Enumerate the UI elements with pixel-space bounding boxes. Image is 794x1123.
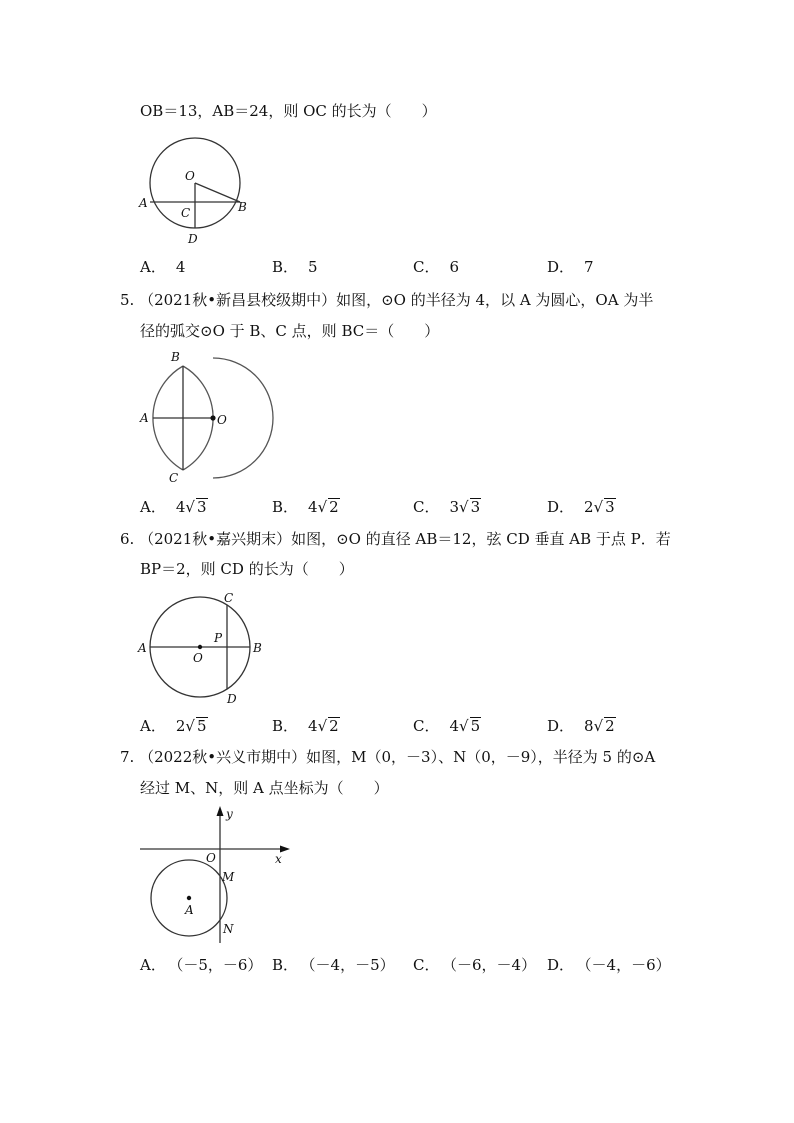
q5-label-o: O <box>217 413 227 427</box>
q7-y-arrow <box>217 806 224 816</box>
q7-label-n: N <box>223 922 234 936</box>
q5-option-c[interactable]: C． 3√ 3 <box>413 498 481 516</box>
q6-label-o: O <box>193 651 203 665</box>
q7-number: 7. <box>120 748 135 766</box>
q6-option-c[interactable]: C． 4√ 5 <box>413 717 481 735</box>
q6-label-b: B <box>253 641 262 655</box>
q5-option-d[interactable]: D． 2√ 3 <box>547 498 615 516</box>
q6-options <box>140 716 700 736</box>
q7-figure <box>130 803 300 948</box>
q6-option-b[interactable]: B． 4√ 2 <box>272 717 339 735</box>
q6-option-d[interactable]: D． 8√ 2 <box>547 717 615 735</box>
q4-segment-ob <box>195 183 240 202</box>
q5-center-dot <box>210 415 215 420</box>
q4-option-b[interactable]: B． 5 <box>272 258 318 276</box>
q6-label-a: A <box>138 641 147 655</box>
q6-label-c: C <box>224 591 234 605</box>
q7-stem-line1: 7. （2022秋•兴义市期中）如图，M（0，－3）、N（0，－9），半径为 5 的⊙A <box>120 748 656 766</box>
q4-option-c[interactable]: C． 6 <box>413 258 460 276</box>
q5-label-b: B <box>171 350 180 364</box>
q4-label-o: O <box>185 169 195 183</box>
q4-label-a: A <box>139 196 148 210</box>
q7-option-d[interactable]: D． （－4，－6） <box>547 956 671 974</box>
q6-option-a[interactable]: A． 2√ 5 <box>140 717 207 735</box>
q7-options <box>140 955 700 975</box>
q5-number: 5. <box>120 291 135 309</box>
q5-option-a[interactable]: A． 4√ 3 <box>140 498 207 516</box>
q5-stem-line1: 5. （2021秋•新昌县校级期中）如图，⊙O 的半径为 4，以 A 为圆心，OA 为半 <box>120 291 654 309</box>
q6-number: 6. <box>120 530 135 548</box>
q6-stem-line2: BP＝2，则 CD 的长为（ ） <box>140 560 354 578</box>
q6-stem-line1: 6. （2021秋•嘉兴期末）如图，⊙O 的直径 AB＝12，弦 CD 垂直 AB 于点 P．若 <box>120 530 671 548</box>
q5-label-a: A <box>140 411 149 425</box>
q7-label-o: O <box>206 851 216 865</box>
q4-stem-line2: OB＝13，AB＝24，则 OC 的长为（ ） <box>140 102 437 120</box>
q5-option-b[interactable]: B． 4√ 2 <box>272 498 339 516</box>
q4-label-d: D <box>188 232 198 246</box>
q4-option-a[interactable]: A． 4 <box>140 258 186 276</box>
q6-label-d: D <box>227 692 237 706</box>
q7-label-x: x <box>275 852 282 866</box>
q7-label-m: M <box>222 870 235 884</box>
q7-option-b[interactable]: B． （－4，－5） <box>272 956 395 974</box>
q7-point-a <box>187 896 191 900</box>
q7-label-a: A <box>185 903 194 917</box>
q4-options <box>140 257 700 277</box>
q7-option-c[interactable]: C． （－6，－4） <box>413 956 537 974</box>
q6-center-dot <box>198 645 202 649</box>
q4-figure <box>130 130 260 250</box>
q4-label-b: B <box>238 200 247 214</box>
q6-label-p: P <box>214 631 223 645</box>
q4-option-d[interactable]: D． 7 <box>547 258 594 276</box>
q4-label-c: C <box>181 206 191 220</box>
q5-figure <box>130 348 280 488</box>
q5-stem-line2: 径的弧交⊙O 于 B、C 点，则 BC＝（ ） <box>140 322 440 340</box>
q6-figure <box>130 585 280 710</box>
q5-label-c: C <box>169 471 179 485</box>
q7-stem-line2: 经过 M、N，则 A 点坐标为（ ） <box>140 779 389 797</box>
q7-option-a[interactable]: A． （－5，－6） <box>140 956 263 974</box>
q7-label-y: y <box>226 807 233 821</box>
q5-options <box>140 497 700 517</box>
